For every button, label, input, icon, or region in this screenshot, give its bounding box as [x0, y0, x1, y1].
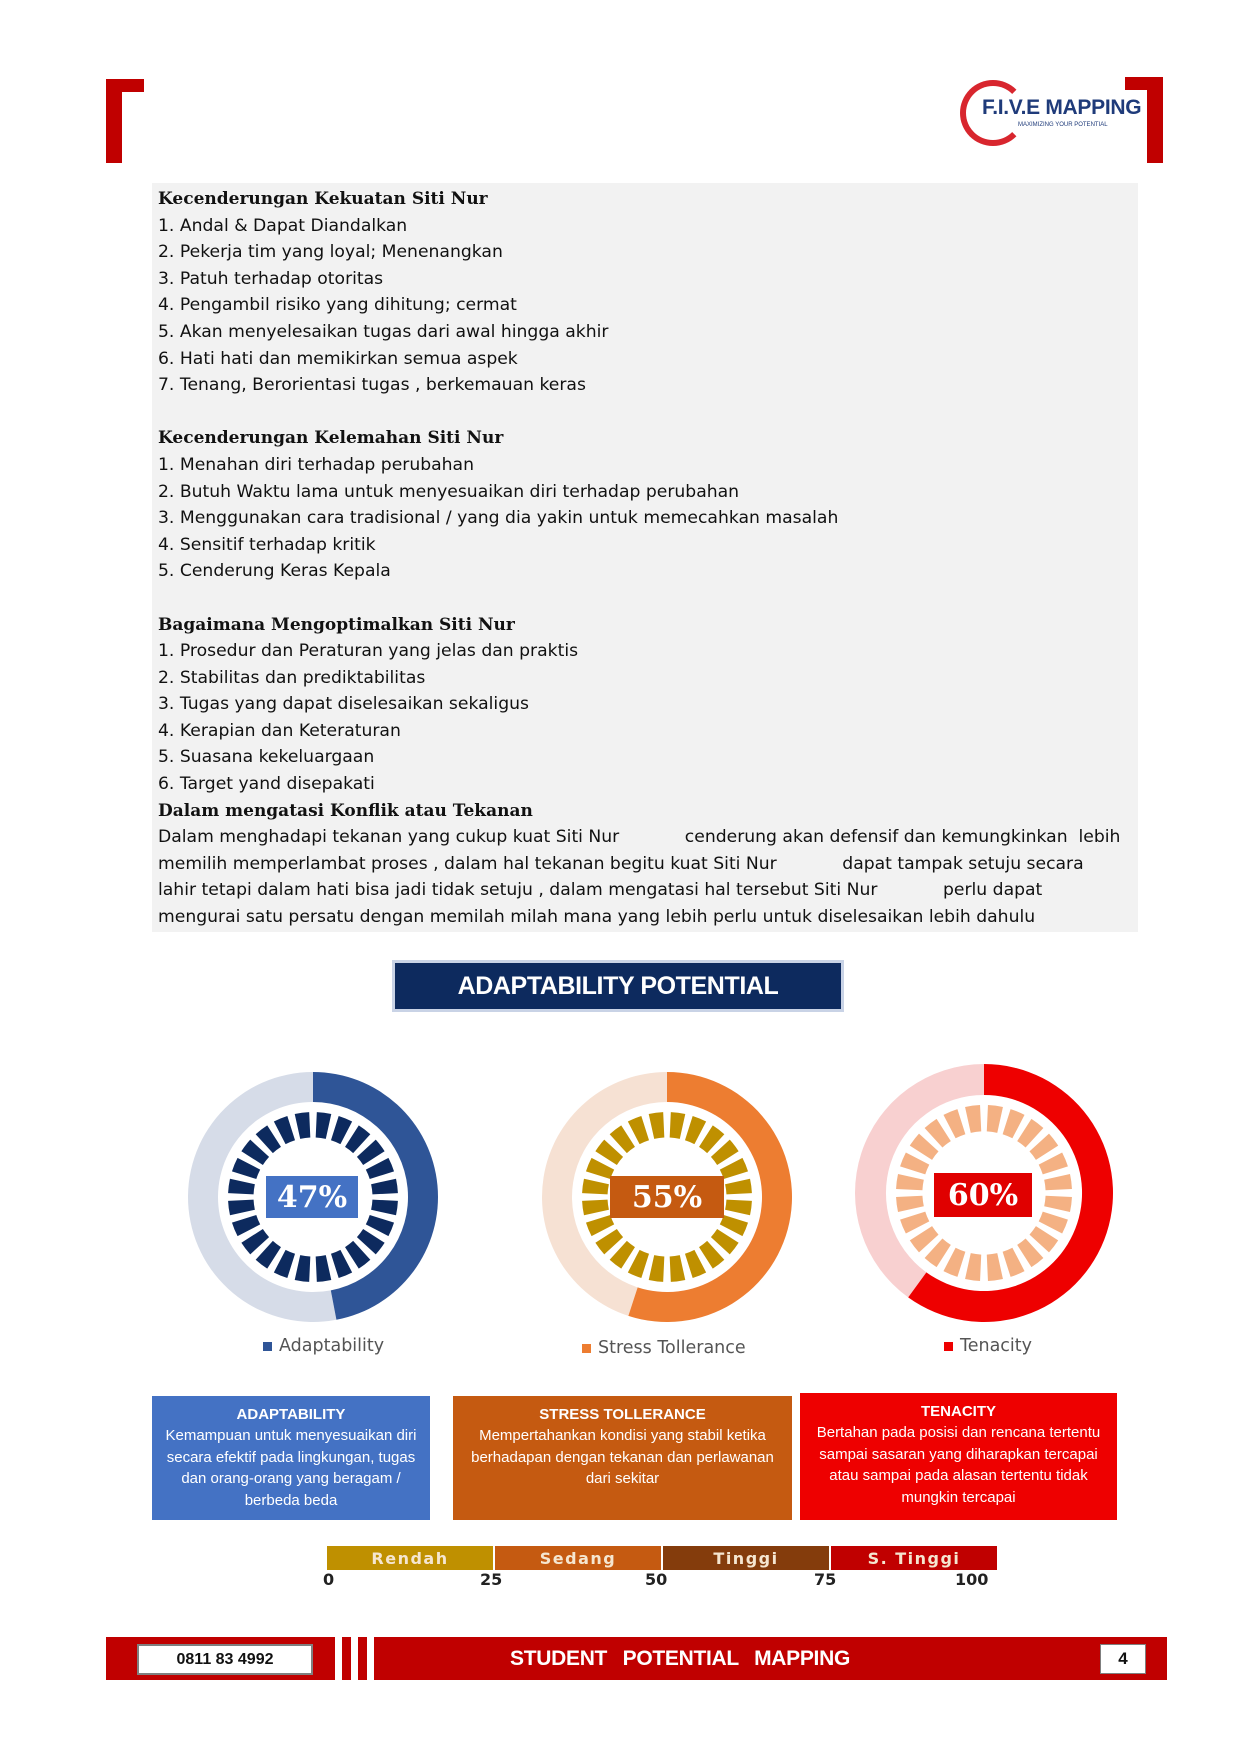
gauge-inner-segment [725, 1179, 752, 1195]
footer-title-text: STUDENT POTENTIAL MAPPING [510, 1646, 850, 1670]
gauge-inner-segment [366, 1215, 394, 1236]
page-number [1100, 1644, 1146, 1674]
strength-item: 6. Hati hati dan memikirkan semua aspek [158, 348, 518, 369]
optimize-heading: Bagaimana Mengoptimalkan Siti Nur [158, 614, 515, 635]
description-title: STRESS TOLLERANCE [539, 1406, 706, 1423]
gauge-inner-segment [331, 1116, 352, 1144]
adaptability-legend [263, 1336, 384, 1356]
legend-swatch [582, 1344, 591, 1353]
gauge-inner-segment [1003, 1109, 1025, 1138]
description-title: ADAPTABILITY [236, 1406, 346, 1423]
corner-bracket-right [1125, 77, 1163, 163]
profile-text [158, 186, 1138, 931]
conflict-heading: Dalam mengatasi Konflik atau Tekanan [158, 800, 533, 821]
gauge-inner-segment [371, 1179, 398, 1195]
gauge-inner-segment [900, 1212, 929, 1234]
gauge-inner-segment [649, 1255, 665, 1282]
gauge-inner-segment [274, 1250, 295, 1278]
weakness-item: 4. Sensitif terhadap kritik [158, 534, 376, 555]
corner-bracket-left [106, 79, 144, 163]
weaknesses-heading: Kecenderungan Kelemahan Siti Nur [158, 428, 504, 449]
legend-label: Adaptability [279, 1336, 385, 1356]
scale-segment-label: Sedang [539, 1548, 617, 1568]
page-number-text: 4 [1118, 1649, 1128, 1668]
scale-segment-label: S. Tinggi [867, 1548, 961, 1568]
adaptability-percent-badge [266, 1176, 358, 1218]
legend-label: Stress Tollerance [598, 1338, 746, 1358]
strengths-heading: Kecenderungan Kekuatan Siti Nur [158, 189, 488, 209]
strength-item: 7. Tenang, Berorientasi tugas , berkemauan keras [158, 375, 586, 396]
gauge-inner-segment [987, 1253, 1003, 1281]
scale-tick: 50 [645, 1570, 668, 1589]
optimize-item: 6. Target yand disepakati [158, 774, 375, 795]
logo-name: F.I.V.E MAPPING [982, 96, 1142, 119]
gauge-inner-segment [943, 1109, 965, 1138]
optimize-item: 5. Suasana kekeluargaan [158, 747, 375, 768]
scale-segment-s-tinggi [831, 1546, 997, 1570]
strength-item: 2. Pekerja tim yang loyal; Menenangkan [158, 242, 503, 263]
scale-segment-label: Rendah [371, 1548, 449, 1568]
section-title: ADAPTABILITY POTENTIAL [457, 971, 779, 1000]
gauge-inner-segment [366, 1158, 394, 1179]
weakness-item: 2. Butuh Waktu lama untuk menyesuaikan diri terhadap perubahan [158, 481, 740, 502]
strength-item: 3. Patuh terhadap otoritas [158, 268, 384, 289]
gauge-inner-segment [1044, 1174, 1072, 1190]
conflict-line: lahir tetapi dalam hati bisa jadi tidak setuju , dalam mengatasi hal tersebut Siti Nur perlu dapat [158, 880, 1043, 901]
gauge-inner-segment [1039, 1152, 1068, 1174]
gauge-inner-segment [943, 1248, 965, 1277]
gauge-inner-segment [649, 1112, 665, 1139]
five-mapping-logo [960, 78, 1142, 148]
footer-title [420, 1637, 940, 1680]
gauge-inner-segment [965, 1105, 981, 1133]
description-text: Bertahan pada posisi dan rencana tertentu sampai sasaran yang diharapkan tercapai atau sampai pada alasan tertentu tidak mungkin tercapai [816, 1424, 1101, 1506]
weakness-item: 3. Menggunakan cara tradisional / yang dia yakin untuk memecahkan masalah [158, 508, 839, 529]
adaptability-description-box [152, 1396, 430, 1520]
description-text: Kemampuan untuk menyesuaikan diri secara efektif pada lingkungan, tugas dan orang-orang yang beragam / berbeda beda [165, 1427, 417, 1509]
tenacity-legend [944, 1336, 1032, 1356]
tenacity-percent-badge [934, 1173, 1032, 1217]
gauge-inner-segment [896, 1196, 924, 1212]
gauge-inner-segment [670, 1255, 686, 1282]
gauge-inner-segment [896, 1174, 924, 1190]
stress-tollerance-legend [582, 1338, 746, 1358]
strength-item: 5. Akan menyelesaikan tugas dari awal hingga akhir [158, 321, 609, 342]
stress-tollerance-percent-badge [610, 1176, 724, 1218]
scale-tick: 0 [323, 1570, 335, 1589]
optimize-item: 3. Tugas yang dapat diselesaikan sekaligus [158, 694, 529, 715]
footer-stripe [367, 1637, 374, 1680]
legend-swatch [944, 1342, 953, 1351]
stress-tollerance-description-box [453, 1396, 792, 1520]
gauge-inner-segment [232, 1158, 260, 1179]
description-text: Mempertahankan kondisi yang stabil ketika berhadapan dengan tekanan dan perlawanan dari sekitar [471, 1427, 774, 1487]
footer-phone-text: 0811 83 4992 [176, 1650, 274, 1668]
gauge-inner-segment [274, 1116, 295, 1144]
weakness-item: 5. Cenderung Keras Kepala [158, 561, 391, 582]
logo-tagline: MAXIMIZING YOUR POTENTIAL [1018, 122, 1108, 128]
gauge-inner-segment [720, 1215, 748, 1236]
scale-segment-label: Tinggi [713, 1548, 779, 1568]
gauge-inner-segment [232, 1215, 260, 1236]
gauge-inner-segment [582, 1179, 609, 1195]
adaptability-percent: 47% [276, 1179, 348, 1215]
gauge-inner-segment [228, 1179, 255, 1195]
tenacity-percent: 60% [947, 1177, 1019, 1213]
gauge-inner-segment [900, 1152, 929, 1174]
section-title-banner [395, 963, 841, 1009]
legend-swatch [263, 1342, 272, 1351]
scale-segment-sedang [495, 1546, 661, 1570]
conflict-line: Dalam menghadapi tekanan yang cukup kuat Siti Nur cenderung akan defensif dan kemungkinkan lebih [158, 827, 1121, 848]
scale-segment-rendah [327, 1546, 493, 1570]
gauge-inner-segment [316, 1255, 332, 1282]
optimize-item: 1. Prosedur dan Peraturan yang jelas dan praktis [158, 641, 579, 662]
gauge-inner-segment [582, 1200, 609, 1216]
legend-label: Tenacity [960, 1336, 1032, 1356]
scale-segment-tinggi [663, 1546, 829, 1570]
gauge-inner-segment [316, 1112, 332, 1139]
gauge-inner-segment [628, 1116, 649, 1144]
footer-stripe [351, 1637, 358, 1680]
strength-item: 1. Andal & Dapat Diandalkan [158, 215, 408, 236]
stress-tollerance-percent: 55% [631, 1179, 703, 1215]
gauge-inner-segment [685, 1116, 706, 1144]
optimize-item: 4. Kerapian dan Keteraturan [158, 720, 401, 741]
gauge-inner-segment [586, 1215, 614, 1236]
gauge-inner-segment [295, 1255, 311, 1282]
scale-tick: 25 [480, 1570, 503, 1589]
gauge-inner-segment [720, 1158, 748, 1179]
gauge-inner-segment [371, 1200, 398, 1216]
gauge-inner-segment [1003, 1248, 1025, 1277]
scale-tick: 75 [814, 1570, 837, 1589]
tenacity-description-box [800, 1393, 1117, 1520]
footer-phone [137, 1644, 313, 1675]
optimize-item: 2. Stabilitas dan prediktabilitas [158, 667, 426, 688]
footer-stripe [335, 1637, 342, 1680]
gauge-inner-segment [725, 1200, 752, 1216]
gauge-inner-segment [965, 1253, 981, 1281]
gauge-inner-segment [670, 1112, 686, 1139]
gauge-inner-segment [331, 1250, 352, 1278]
conflict-line: memilih memperlambat proses , dalam hal tekanan begitu kuat Siti Nur dapat tampak setuju secara [158, 853, 1084, 874]
gauge-inner-segment [1039, 1212, 1068, 1234]
gauge-inner-segment [295, 1112, 311, 1139]
gauge-inner-segment [1044, 1196, 1072, 1212]
strength-item: 4. Pengambil risiko yang dihitung; cermat [158, 295, 517, 316]
weakness-item: 1. Menahan diri terhadap perubahan [158, 454, 474, 475]
scale-tick: 100 [955, 1570, 989, 1589]
conflict-line: mengurai satu persatu dengan memilah milah mana yang lebih perlu untuk diselesaikan lebih dahulu [158, 907, 1036, 928]
gauge-inner-segment [228, 1200, 255, 1216]
description-title: TENACITY [921, 1403, 996, 1420]
gauge-inner-segment [685, 1250, 706, 1278]
gauge-inner-segment [987, 1105, 1003, 1133]
gauge-inner-segment [628, 1250, 649, 1278]
